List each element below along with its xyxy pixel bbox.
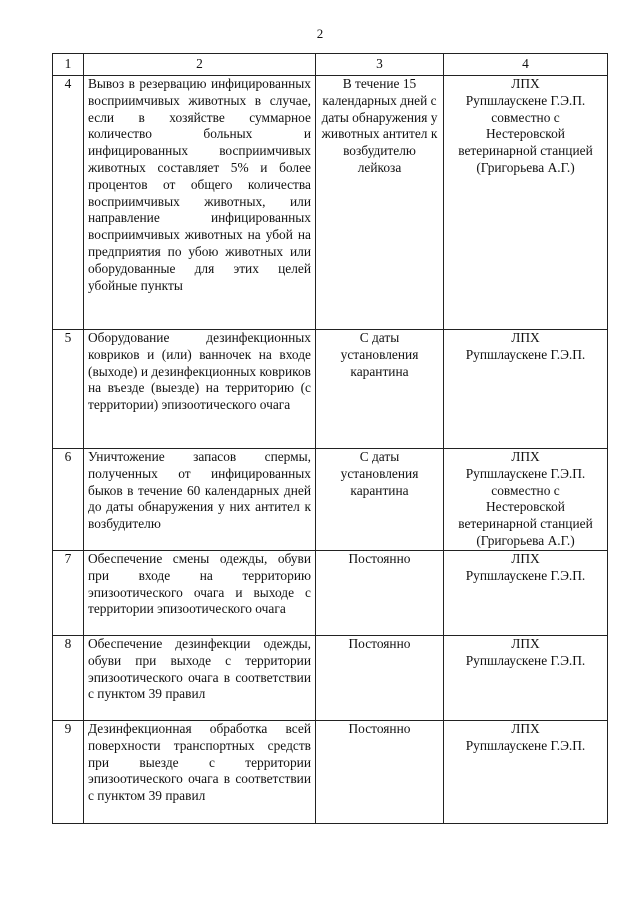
measures-table [52, 53, 608, 824]
measure-text: Дезинфекционная обработка всей поверхности транспортных средств при выезде с территории эпизоотического очага в соответствии с пунктом 39 правил [84, 721, 316, 824]
column-header-2: 2 [84, 54, 316, 76]
measure-responsible: ЛПХ Рупшлаускене Г.Э.П. совместно с Нестеровской ветеринарной станцией (Григорьева А.Г.) [444, 76, 608, 330]
table-row [53, 551, 608, 636]
measure-text: Уничтожение запасов спермы, полученных от инфицированных быков в течение 60 календарных дней до даты обнаружения у них антител к возбудителю [84, 449, 316, 551]
measure-term: С даты установления карантина [316, 330, 444, 449]
measure-text: Оборудование дезинфекционных ковриков и (или) ванночек на входе (выходе) и дезинфекционных ковриков на въезде (выезде) на территорию (с территории) эпизоотического очага [84, 330, 316, 449]
measure-term: С даты установления карантина [316, 449, 444, 551]
measure-responsible: ЛПХ Рупшлаускене Г.Э.П. [444, 636, 608, 721]
measure-term: Постоянно [316, 551, 444, 636]
table-header [53, 54, 608, 76]
row-number: 6 [53, 449, 84, 551]
table-row [53, 330, 608, 449]
table-row [53, 449, 608, 551]
measure-term: В течение 15 календарных дней с даты обнаружения у животных антител к возбудителю лейкоза [316, 76, 444, 330]
measure-responsible: ЛПХ Рупшлаускене Г.Э.П. [444, 330, 608, 449]
row-number: 8 [53, 636, 84, 721]
measure-responsible: ЛПХ Рупшлаускене Г.Э.П. совместно с Нестеровской ветеринарной станцией (Григорьева А.Г.) [444, 449, 608, 551]
header-row [53, 54, 608, 76]
measure-term: Постоянно [316, 636, 444, 721]
measure-text: Обеспечение смены одежды, обуви при входе на территорию эпизоотического очага и выходе с территории эпизоотического очага [84, 551, 316, 636]
measure-text: Обеспечение дезинфекции одежды, обуви при выходе с территории эпизоотического очага в соответствии с пунктом 39 правил [84, 636, 316, 721]
table-row [53, 76, 608, 330]
row-number: 9 [53, 721, 84, 824]
table-row [53, 721, 608, 824]
measure-responsible: ЛПХ Рупшлаускене Г.Э.П. [444, 721, 608, 824]
column-header-1: 1 [53, 54, 84, 76]
page-number: 2 [316, 26, 324, 41]
column-header-3: 3 [316, 54, 444, 76]
row-number: 5 [53, 330, 84, 449]
measure-term: Постоянно [316, 721, 444, 824]
table-row [53, 636, 608, 721]
row-number: 4 [53, 76, 84, 330]
row-number: 7 [53, 551, 84, 636]
measure-text: Вывоз в резервацию инфицированных восприимчивых животных в случае, если в хозяйстве суммарное количество больных и инфицированных восприимчивых животных составляет 5% и более процентов от общего количества восприимчивых животных, или направление инфицированных восприимчивых животных на убой на предприятия по убою животных или оборудованные для этих целей убойные пункты [84, 76, 316, 330]
column-header-4: 4 [444, 54, 608, 76]
measure-responsible: ЛПХ Рупшлаускене Г.Э.П. [444, 551, 608, 636]
